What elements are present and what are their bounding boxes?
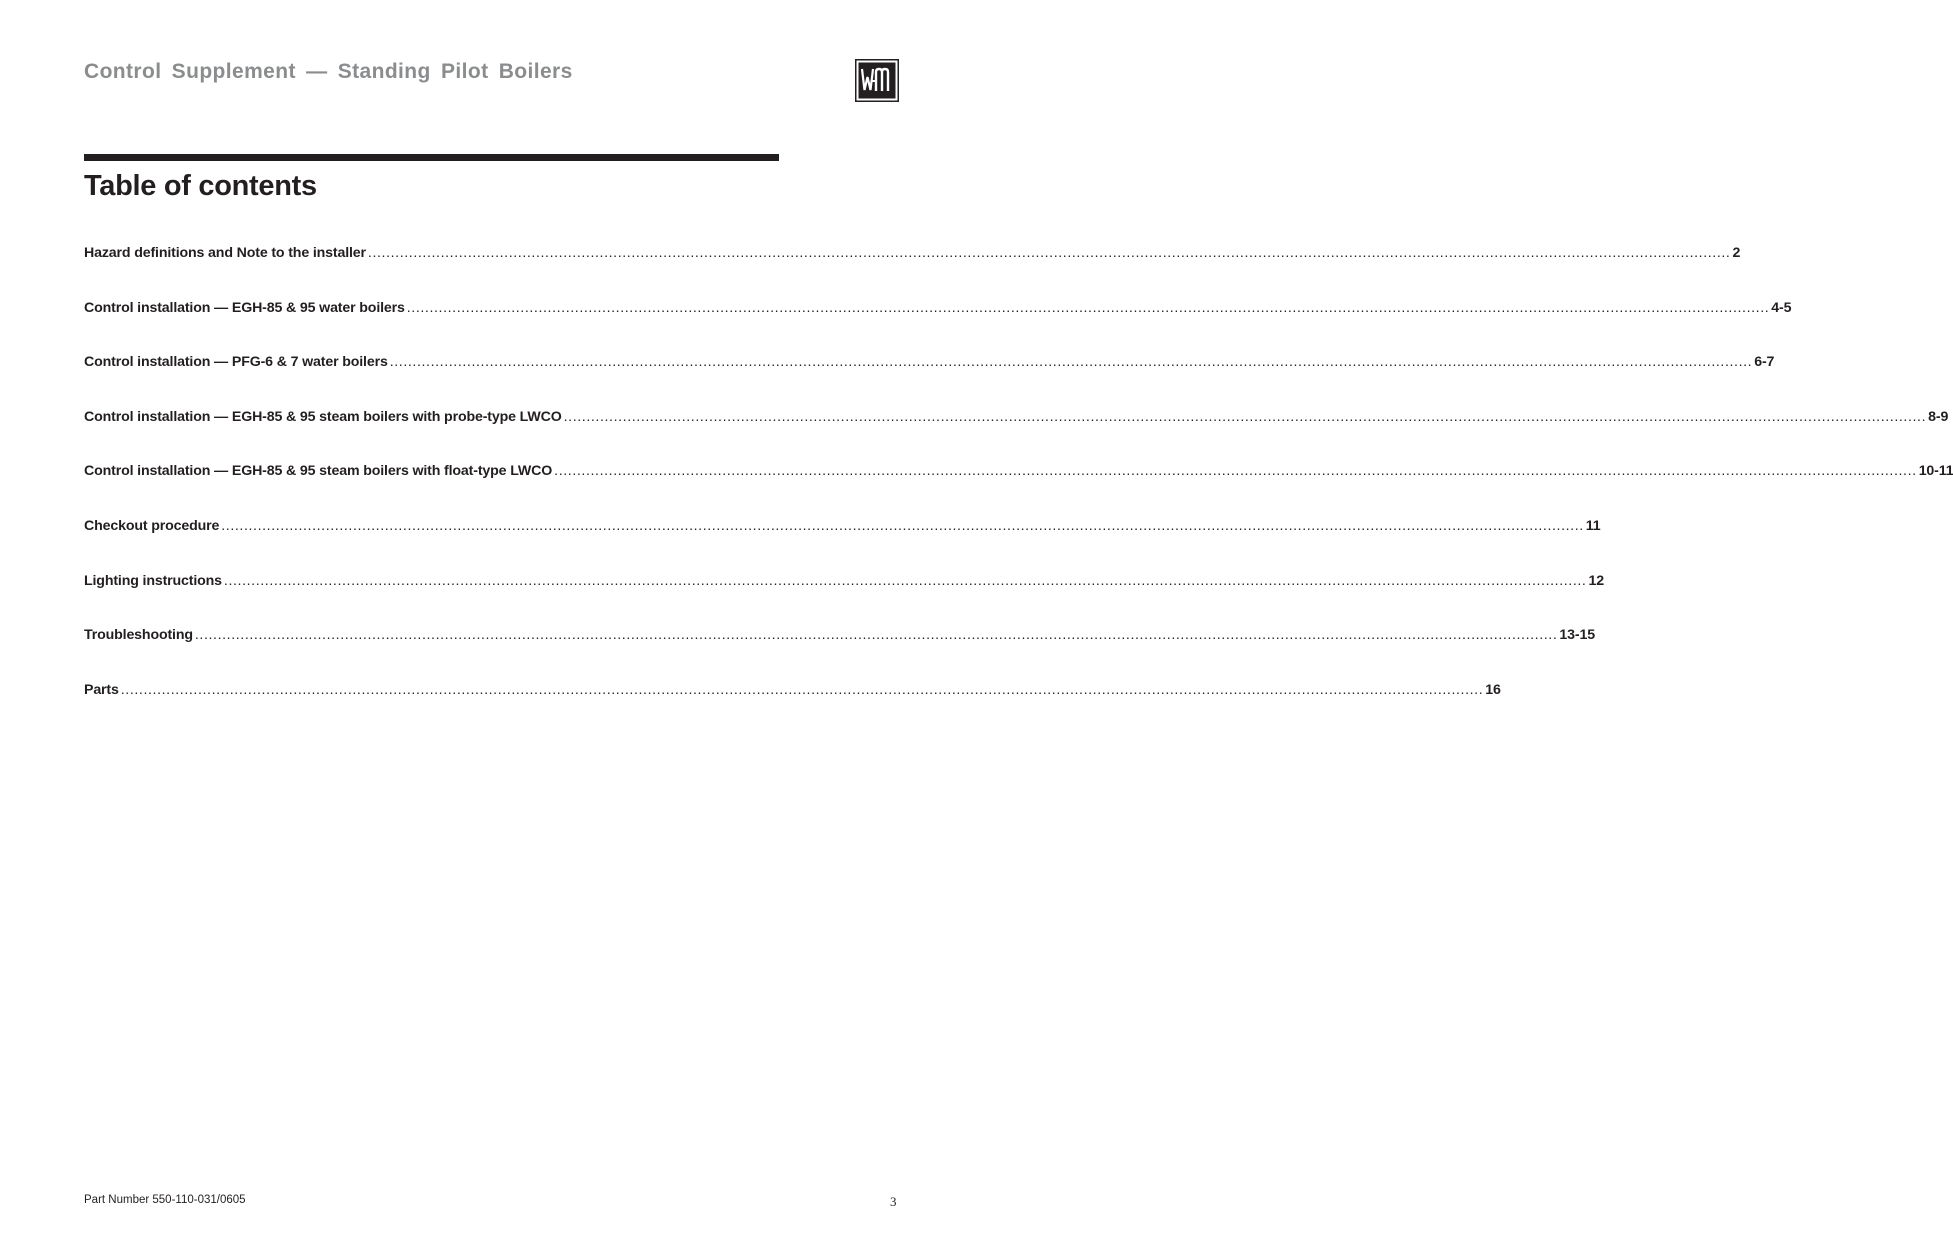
page-number: 3 [890,1194,897,1209]
toc-entry[interactable] [84,408,1949,464]
toc-entry[interactable] [84,681,1501,737]
toc-entry-page: 2 [1732,245,1741,261]
toc-entry[interactable] [84,299,1792,355]
toc-dot-leader: ............................................................................................................................................................................................................................................................................................................ [223,572,1587,589]
toc-entry-page: 6-7 [1754,354,1775,371]
toc-entry[interactable] [84,572,1604,628]
toc-entry[interactable] [84,517,1601,573]
toc-entry-label: Troubleshooting [84,627,193,644]
toc-dot-leader: ............................................................................................................................................................................................................................................................................................................ [194,627,1558,644]
toc-dot-leader: ............................................................................................................................................................................................................................................................................................................ [563,408,1927,425]
toc-entry-page: 12 [1588,572,1604,589]
toc-entry[interactable] [84,354,1775,409]
brand-logo-icon [855,59,899,102]
toc-dot-leader: ............................................................................................................................................................................................................................................................................................................ [389,354,1753,371]
toc-entry-label: Lighting instructions [84,572,222,589]
toc-dot-leader: ............................................................................................................................................................................................................................................................................................................ [221,517,1584,534]
part-number: Part Number 550-110-031/0605 [84,1194,246,1206]
toc-entry-label: Control installation — EGH-85 & 95 steam boilers with float-type LWCO [84,463,553,480]
header-title: Control Supplement — Standing Pilot Boilers [84,60,573,83]
toc-entry[interactable] [84,245,1741,300]
page-title: Table of contents [84,170,317,202]
table-of-contents [84,245,1953,736]
toc-entry-page: 11 [1585,517,1601,534]
toc-dot-leader: ............................................................................................................................................................................................................................................................................................................ [406,299,1770,316]
toc-dot-leader: ............................................................................................................................................................................................................................................................................................................ [367,245,1731,261]
toc-entry-label: Hazard definitions and Note to the installer [84,245,366,261]
toc-entry-page: 13-15 [1559,627,1595,644]
toc-entry-label: Control installation — EGH-85 & 95 steam boilers with probe-type LWCO [84,408,562,425]
toc-entry-label: Control installation — EGH-85 & 95 water boilers [84,299,405,316]
toc-entry[interactable] [84,627,1595,682]
title-rule [84,154,779,161]
toc-entry-page: 16 [1485,681,1501,698]
toc-dot-leader: ............................................................................................................................................................................................................................................................................................................ [120,681,1484,698]
toc-dot-leader: ............................................................................................................................................................................................................................................................................................................ [554,463,1917,480]
toc-entry-label: Control installation — PFG-6 & 7 water boilers [84,354,388,371]
toc-entry-label: Parts [84,681,119,698]
toc-entry-page: 8-9 [1928,408,1949,425]
toc-entry-label: Checkout procedure [84,517,220,534]
toc-entry-page: 4-5 [1771,299,1792,316]
toc-entry-page: 10-11 [1918,463,1953,480]
toc-entry[interactable] [84,463,1953,518]
